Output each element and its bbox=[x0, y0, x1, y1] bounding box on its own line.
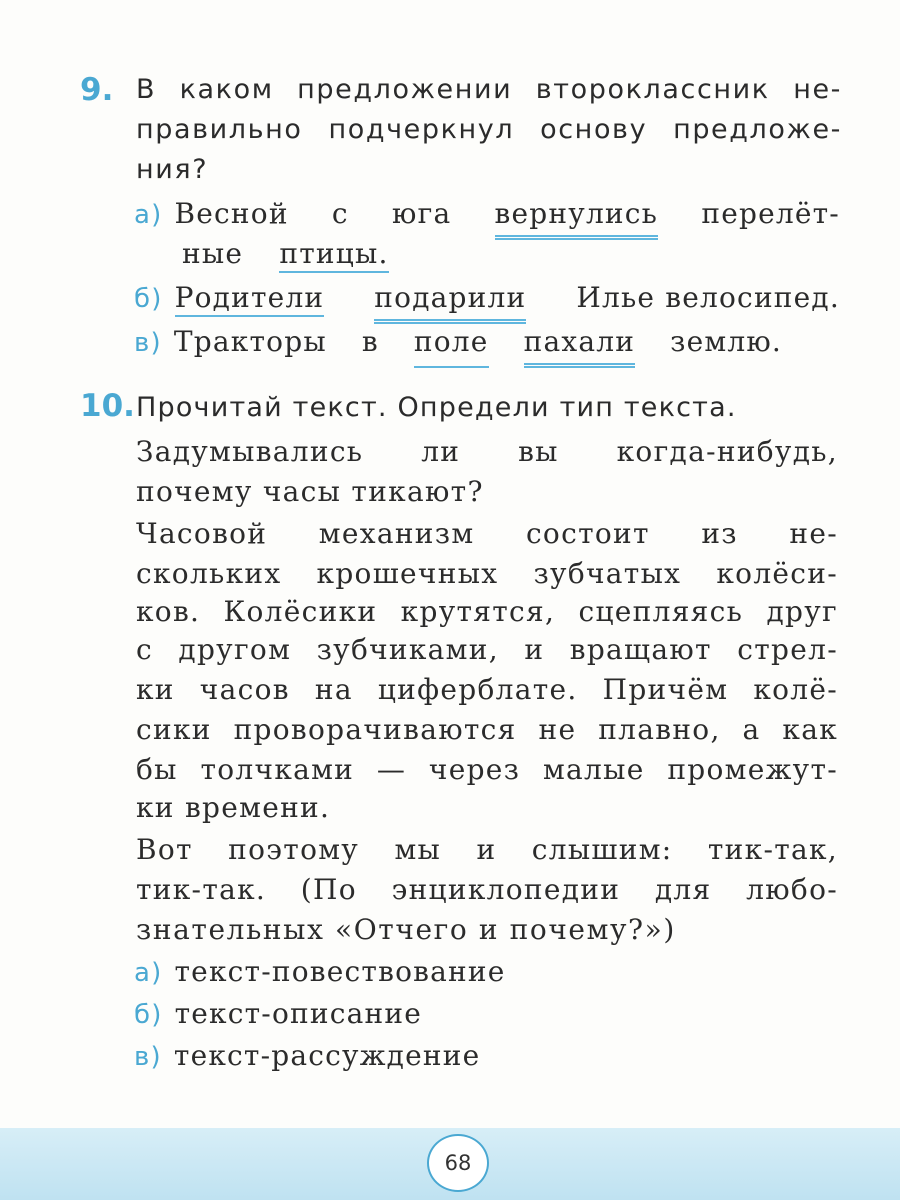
task-number: 9. bbox=[80, 72, 114, 108]
word: ные bbox=[182, 237, 244, 270]
word: юга bbox=[392, 197, 452, 230]
text-line: ки часов на циферблате. Причём колё- bbox=[136, 673, 838, 706]
text-line: знательных «Отчего и почему?») bbox=[136, 913, 676, 946]
option-b bbox=[134, 278, 840, 324]
predicate-underlined: вернулись bbox=[495, 194, 659, 240]
text-line: сики проворачиваются не плавно, а как bbox=[136, 713, 838, 746]
question-line: В каком предложении второклассник не- bbox=[136, 74, 842, 105]
word: в bbox=[361, 325, 379, 358]
question-line: правильно подчеркнул основу предложе- bbox=[136, 114, 842, 145]
option-letter: в) bbox=[134, 328, 162, 358]
predicate-underlined: пахали bbox=[524, 322, 636, 368]
text-line: бы толчками — через малые промежут- bbox=[136, 753, 838, 786]
text-line: тик-так. (По энциклопедии для любо- bbox=[136, 873, 838, 906]
option-letter: а) bbox=[134, 200, 163, 230]
question-line: Прочитай текст. Определи тип текста. bbox=[136, 392, 737, 423]
text-line: Задумывались ли вы когда-нибудь, bbox=[136, 435, 838, 468]
subject-underlined: поле bbox=[414, 322, 489, 368]
word: с bbox=[331, 197, 349, 230]
option-letter: б) bbox=[134, 284, 163, 314]
option-a-continued bbox=[182, 234, 842, 274]
option-text: текст-повествование bbox=[174, 955, 506, 988]
text-line: ков. Колёсики крутятся, сцепляясь друг bbox=[136, 595, 838, 628]
page-number: 68 bbox=[444, 1151, 472, 1175]
option-v bbox=[134, 322, 782, 368]
text-line: Часовой механизм состоит из не- bbox=[136, 517, 838, 550]
option-text: текст-рассуждение bbox=[173, 1039, 481, 1072]
predicate-underlined: подарили bbox=[374, 278, 526, 324]
page-number-badge bbox=[427, 1134, 489, 1192]
word: землю. bbox=[670, 325, 782, 358]
answer-option-b bbox=[134, 994, 842, 1035]
text-line: ки времени. bbox=[136, 791, 331, 824]
text-line: почему часы тикают? bbox=[136, 475, 484, 508]
word: Тракторы bbox=[173, 325, 327, 358]
word: перелёт- bbox=[701, 197, 840, 230]
word: Весной bbox=[174, 197, 289, 230]
text-line: с другом зубчиками, и вращают стрел- bbox=[136, 633, 838, 666]
subject-underlined: птицы. bbox=[279, 237, 388, 273]
word: Илье велосипед. bbox=[576, 281, 840, 314]
subject-underlined: Родители bbox=[175, 281, 325, 317]
option-letter: а) bbox=[134, 958, 163, 988]
option-text: текст-описание bbox=[174, 997, 423, 1030]
text-line: скольких крошечных зубчатых колёси- bbox=[136, 557, 838, 590]
option-letter: в) bbox=[134, 1042, 162, 1072]
question-line: ния? bbox=[136, 154, 209, 185]
text-line: Вот поэтому мы и слышим: тик-так, bbox=[136, 833, 838, 866]
task-number: 10. bbox=[80, 388, 135, 424]
option-letter: б) bbox=[134, 1000, 163, 1030]
answer-option-v bbox=[134, 1036, 842, 1077]
answer-option-a bbox=[134, 952, 842, 993]
